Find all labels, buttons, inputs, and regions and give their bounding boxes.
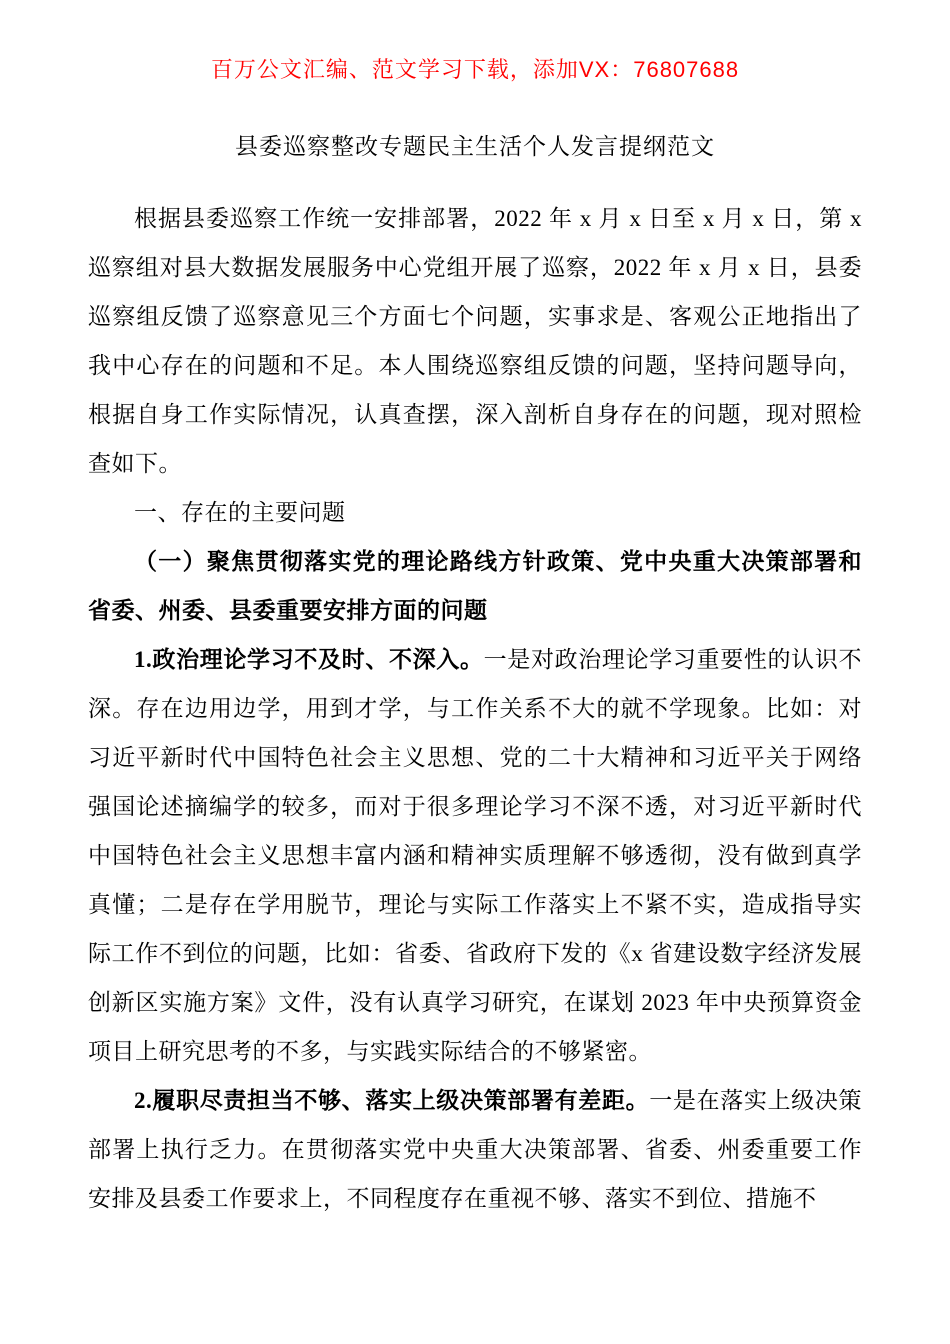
- paragraph-text: 根据县委巡察工作统一安排部署，2022 年 x 月 x 日至 x 月 x 日，第 x 巡察组对县大数据发展服务中心党组开展了巡察，2022 年 x 月 x 日，县委巡察组反馈了巡察意见三个方面七个问题，实事求是、客观公正地指出了我中心存在的问题和不足。本人围绕巡察组反馈的问题，坚持问题导向，根据自身工作实际情况，认真查摆，深入剖析自身存在的问题，现对照检查如下。: [88, 206, 862, 476]
- document-title: 县委巡察整改专题民主生活个人发言提纲范文: [235, 134, 715, 159]
- paragraph-lead-bold: （一）聚焦贯彻落实党的理论路线方针政策、党中央重大决策部署和省委、州委、县委重要安排方面的问题: [88, 549, 862, 623]
- point-1-paragraph: [88, 635, 862, 1076]
- paragraph-lead-bold: 1.政治理论学习不及时、不深入。: [134, 647, 484, 672]
- subsection-heading-1: [88, 537, 862, 635]
- intro-paragraph: [88, 194, 862, 488]
- paragraph-text: 一、存在的主要问题: [134, 500, 346, 525]
- promo-banner: 百万公文汇编、范文学习下载，添加VX：76807688: [210, 57, 740, 82]
- paragraph-lead-bold: 2.履职尽责担当不够、落实上级决策部署有差距。: [134, 1088, 650, 1113]
- paragraph-text: 一是在落实上级决策部署上执行乏力。在贯彻落实党中央重大决策部署、省委、州委重要工作安排及县委工作要求上，不同程度存在重视不够、落实不到位、措施不: [88, 1088, 863, 1211]
- point-2-paragraph: [88, 1076, 862, 1223]
- section-heading-1: [88, 488, 862, 537]
- paragraph-text: 一是对政治理论学习重要性的认识不深。存在边用边学，用到才学，与工作关系不大的就不学现象。比如：对习近平新时代中国特色社会主义思想、党的二十大精神和习近平关于网络强国论述摘编学的较多，而对于很多理论学习不深不透，对习近平新时代中国特色社会主义思想丰富内涵和精神实质理解不够透彻，没有做到真学真懂；二是存在学用脱节，理论与实际工作落实上不紧不实，造成指导实际工作不到位的问题，比如：省委、省政府下发的《x 省建设数字经济发展创新区实施方案》文件，没有认真学习研究，在谋划 2023 年中央预算资金项目上研究思考的不多，与实践实际结合的不够紧密。: [88, 647, 863, 1064]
- document-body: [88, 194, 862, 1223]
